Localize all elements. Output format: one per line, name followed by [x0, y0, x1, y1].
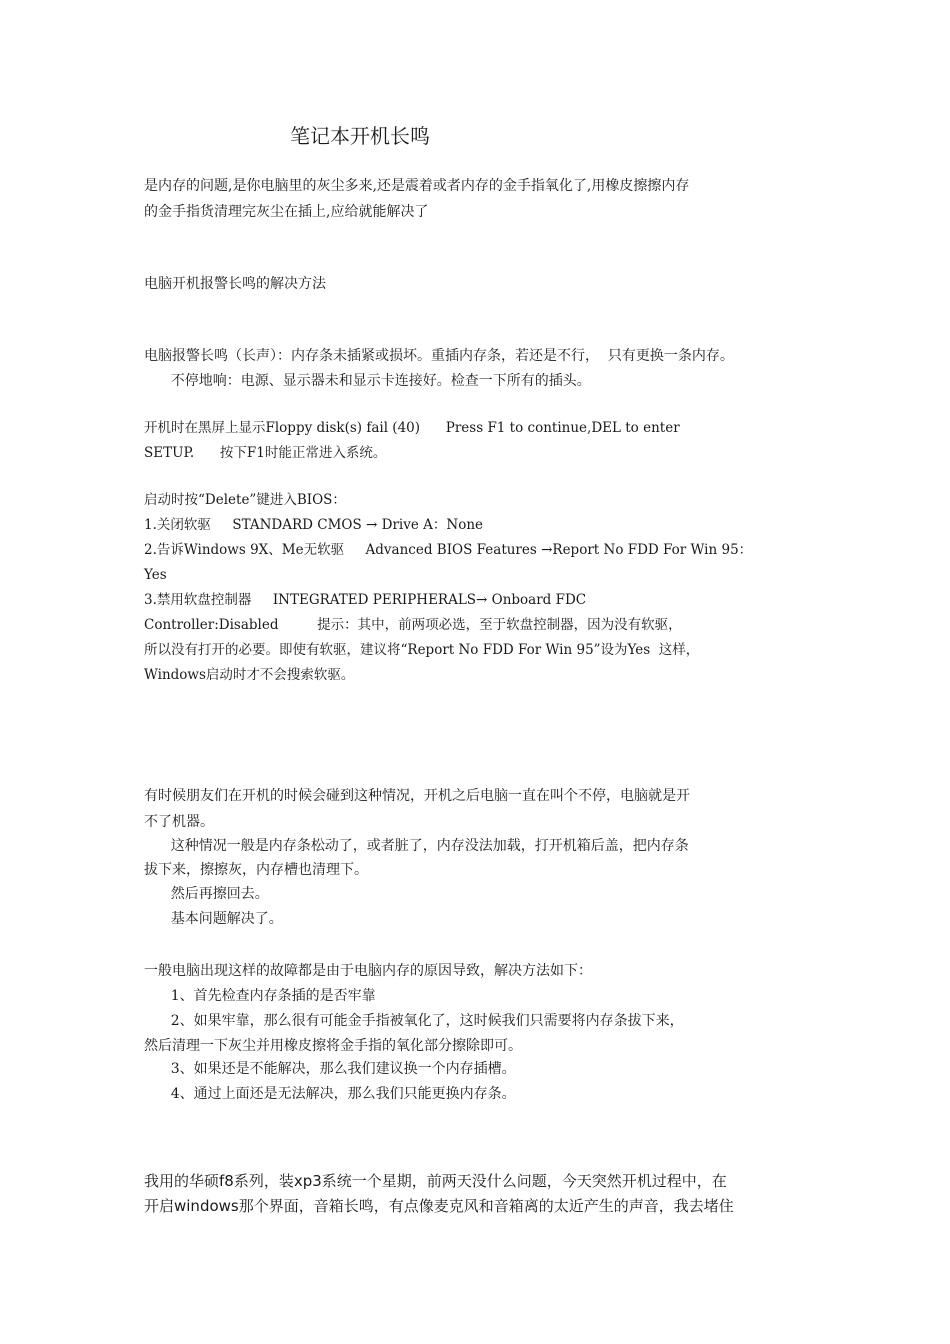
bios-line-7: 所以没有打开的必要。即使有软驱，建议将“Report No FDD For Win 95”设为Yes 这样， [144, 642, 700, 658]
section3-line-3: 2、如果牢靠，那么很有可能金手指被氧化了，这时候我们只需要将内存条拔下来， [144, 1013, 684, 1029]
bios-line-1: 启动时按“Delete”键进入BIOS： [144, 492, 346, 508]
section3-line-1: 一般电脑出现这样的故障都是由于电脑内存的原因导致，解决方法如下： [144, 963, 592, 979]
doc-title: 笔记本开机长鸣 [290, 124, 430, 148]
bios-line-8: Windows启动时才不会搜索软驱。 [144, 667, 355, 683]
section3-line-2: 1、首先检查内存条插的是否牢靠 [144, 988, 376, 1004]
bios-line-5: 3.禁用软盘控制器 INTEGRATED PERIPHERALS→ Onboard FDC [144, 592, 587, 608]
section1-p1-line-1: 电脑报警长鸣（长声）：内存条未插紧或损坏。重插内存条，若还是不行， 只有更换一条内存。 [144, 348, 734, 364]
section3-line-5: 3、如果还是不能解决，那么我们建议换一个内存插槽。 [144, 1061, 516, 1077]
section2-line-4: 拔下来，擦擦灰，内存槽也清理下。 [144, 862, 368, 878]
intro-line-2: 的金手指货清理完灰尘在插上,应给就能解决了 [144, 204, 429, 220]
section2-line-3: 这种情况一般是内存条松动了，或者脏了，内存没法加载，打开机箱后盖，把内存条 [144, 838, 689, 854]
section3-line-6: 4、通过上面还是无法解决，那么我们只能更换内存条。 [144, 1086, 516, 1102]
bios-line-2: 1.关闭软驱 STANDARD CMOS → Drive A：None [144, 517, 484, 533]
bios-line-6: Controller:Disabled 提示：其中，前两项必选，至于软盘控制器，因为没有软驱， [144, 617, 682, 633]
section1-p2-line-1: 开机时在黑屏上显示Floppy disk(s) fail (40) Press F1 to continue,DEL to enter [144, 420, 680, 436]
section1-p1-line-2: 不停地响：电源、显示器未和显示卡连接好。检查一下所有的插头。 [144, 373, 591, 389]
section1-heading: 电脑开机报警长鸣的解决方法 [144, 276, 326, 292]
section2-line-6: 基本问题解决了。 [144, 911, 283, 927]
section4-line-2: 开启windows那个界面，音箱长鸣，有点像麦克风和音箱离的太近产生的声音，我去堵住 [144, 1197, 734, 1215]
section2-line-2: 不了机器。 [144, 814, 214, 830]
bios-line-4: Yes [144, 567, 167, 583]
bios-line-3: 2.告诉Windows 9X、Me无软驱 Advanced BIOS Features →Report No FDD For Win 95： [144, 542, 753, 558]
section2-line-5: 然后再擦回去。 [144, 886, 269, 902]
section2-line-1: 有时候朋友们在开机的时候会碰到这种情况，开机之后电脑一直在叫个不停，电脑就是开 [144, 788, 690, 804]
section1-p2-line-2: SETUP. 按下F1时能正常进入系统。 [144, 445, 387, 461]
section4-line-1: 我用的华硕f8系列，装xp3系统一个星期，前两天没什么问题，今天突然开机过程中，在 [144, 1172, 727, 1190]
section3-line-4: 然后清理一下灰尘并用橡皮擦将金手指的氧化部分擦除即可。 [144, 1038, 522, 1054]
intro-line-1: 是内存的问题,是你电脑里的灰尘多来,还是震着或者内存的金手指氧化了,用橡皮擦擦内存 [144, 178, 690, 194]
